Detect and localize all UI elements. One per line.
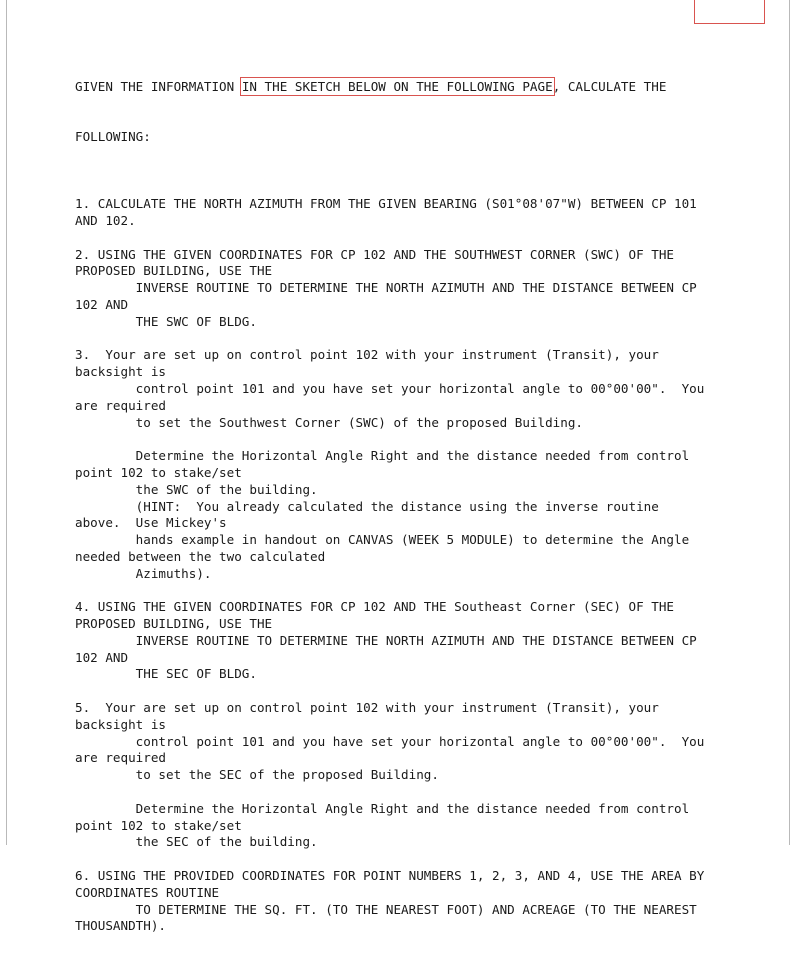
question-line: Azimuths). — [75, 565, 212, 581]
question-list — [75, 179, 755, 935]
question-item — [75, 347, 755, 582]
blank-line — [75, 331, 755, 348]
blank-line — [75, 683, 755, 700]
blank-line — [75, 179, 755, 196]
question-line: INVERSE ROUTINE TO DETERMINE THE NORTH AZIMUTH AND THE DISTANCE BETWEEN CP — [75, 632, 697, 648]
blank-line — [75, 583, 755, 600]
question-line: 102 AND — [75, 649, 129, 665]
question-line: THE SWC OF BLDG. — [75, 313, 257, 329]
question-line: control point 101 and you have set your horizontal angle to 00°00'00". You — [75, 733, 705, 749]
question-line: AND 102. — [75, 212, 136, 228]
blank-line — [75, 230, 755, 247]
question-line: above. Use Mickey's — [75, 515, 227, 531]
question-item — [75, 700, 755, 851]
highlighted-phrase: IN THE SKETCH BELOW ON THE FOLLOWING PAGE — [241, 78, 553, 94]
question-line: 5. Your are set up on control point 102 with your instrument (Transit), your — [75, 700, 659, 716]
intro-prefix: GIVEN THE INFORMATION — [75, 78, 242, 94]
assignment-text — [75, 45, 755, 969]
question-line: THE SEC OF BLDG. — [75, 666, 257, 682]
annotation-box — [694, 0, 765, 24]
blank-line — [75, 851, 755, 868]
question-line: point 102 to stake/set — [75, 464, 242, 480]
question-line: Determine the Horizontal Angle Right and the distance needed from control — [75, 800, 690, 816]
question-line — [75, 431, 755, 448]
question-line: hands example in handout on CANVAS (WEEK 5 MODULE) to determine the Angle — [75, 532, 690, 548]
question-line: backsight is — [75, 716, 166, 732]
question-line: 6. USING THE PROVIDED COORDINATES FOR POINT NUMBERS 1, 2, 3, AND 4, USE THE AREA BY — [75, 868, 705, 884]
question-line: point 102 to stake/set — [75, 817, 242, 833]
question-item — [75, 196, 755, 230]
page-border-left — [6, 0, 7, 845]
question-line: PROPOSED BUILDING, USE THE — [75, 616, 273, 632]
question-line: INVERSE ROUTINE TO DETERMINE THE NORTH AZIMUTH AND THE DISTANCE BETWEEN CP — [75, 280, 697, 296]
question-line: to set the SEC of the proposed Building. — [75, 767, 439, 783]
question-line: needed between the two calculated — [75, 548, 326, 564]
question-line: THOUSANDTH). — [75, 918, 166, 934]
question-line: PROPOSED BUILDING, USE THE — [75, 263, 273, 279]
question-line: 2. USING THE GIVEN COORDINATES FOR CP 102 AND THE SOUTHWEST CORNER (SWC) OF THE — [75, 246, 674, 262]
intro-suffix: , CALCULATE THE — [552, 78, 667, 94]
question-line: control point 101 and you have set your horizontal angle to 00°00'00". You — [75, 380, 705, 396]
question-line: (HINT: You already calculated the distance using the inverse routine — [75, 498, 659, 514]
question-line: to set the Southwest Corner (SWC) of the proposed Building. — [75, 414, 583, 430]
question-line: 102 AND — [75, 296, 129, 312]
page-border-right — [789, 0, 790, 845]
intro-line-2: FOLLOWING: — [75, 128, 151, 144]
question-line: are required — [75, 397, 166, 413]
question-item — [75, 599, 755, 683]
question-item — [75, 247, 755, 331]
question-line: TO DETERMINE THE SQ. FT. (TO THE NEAREST FOOT) AND ACREAGE (TO THE NEAREST — [75, 901, 697, 917]
intro-line — [75, 79, 755, 96]
question-item — [75, 868, 755, 935]
question-line: Determine the Horizontal Angle Right and the distance needed from control — [75, 448, 690, 464]
question-line: 3. Your are set up on control point 102 with your instrument (Transit), your — [75, 347, 659, 363]
question-line: COORDINATES ROUTINE — [75, 884, 220, 900]
question-line: the SWC of the building. — [75, 481, 318, 497]
question-line — [75, 784, 755, 801]
question-line: 1. CALCULATE THE NORTH AZIMUTH FROM THE GIVEN BEARING (S01°08'07"W) BETWEEN CP 101 — [75, 196, 697, 212]
question-line: 4. USING THE GIVEN COORDINATES FOR CP 102 AND THE Southeast Corner (SEC) OF THE — [75, 599, 674, 615]
question-line: the SEC of the building. — [75, 834, 318, 850]
question-line: backsight is — [75, 364, 166, 380]
question-line: are required — [75, 750, 166, 766]
